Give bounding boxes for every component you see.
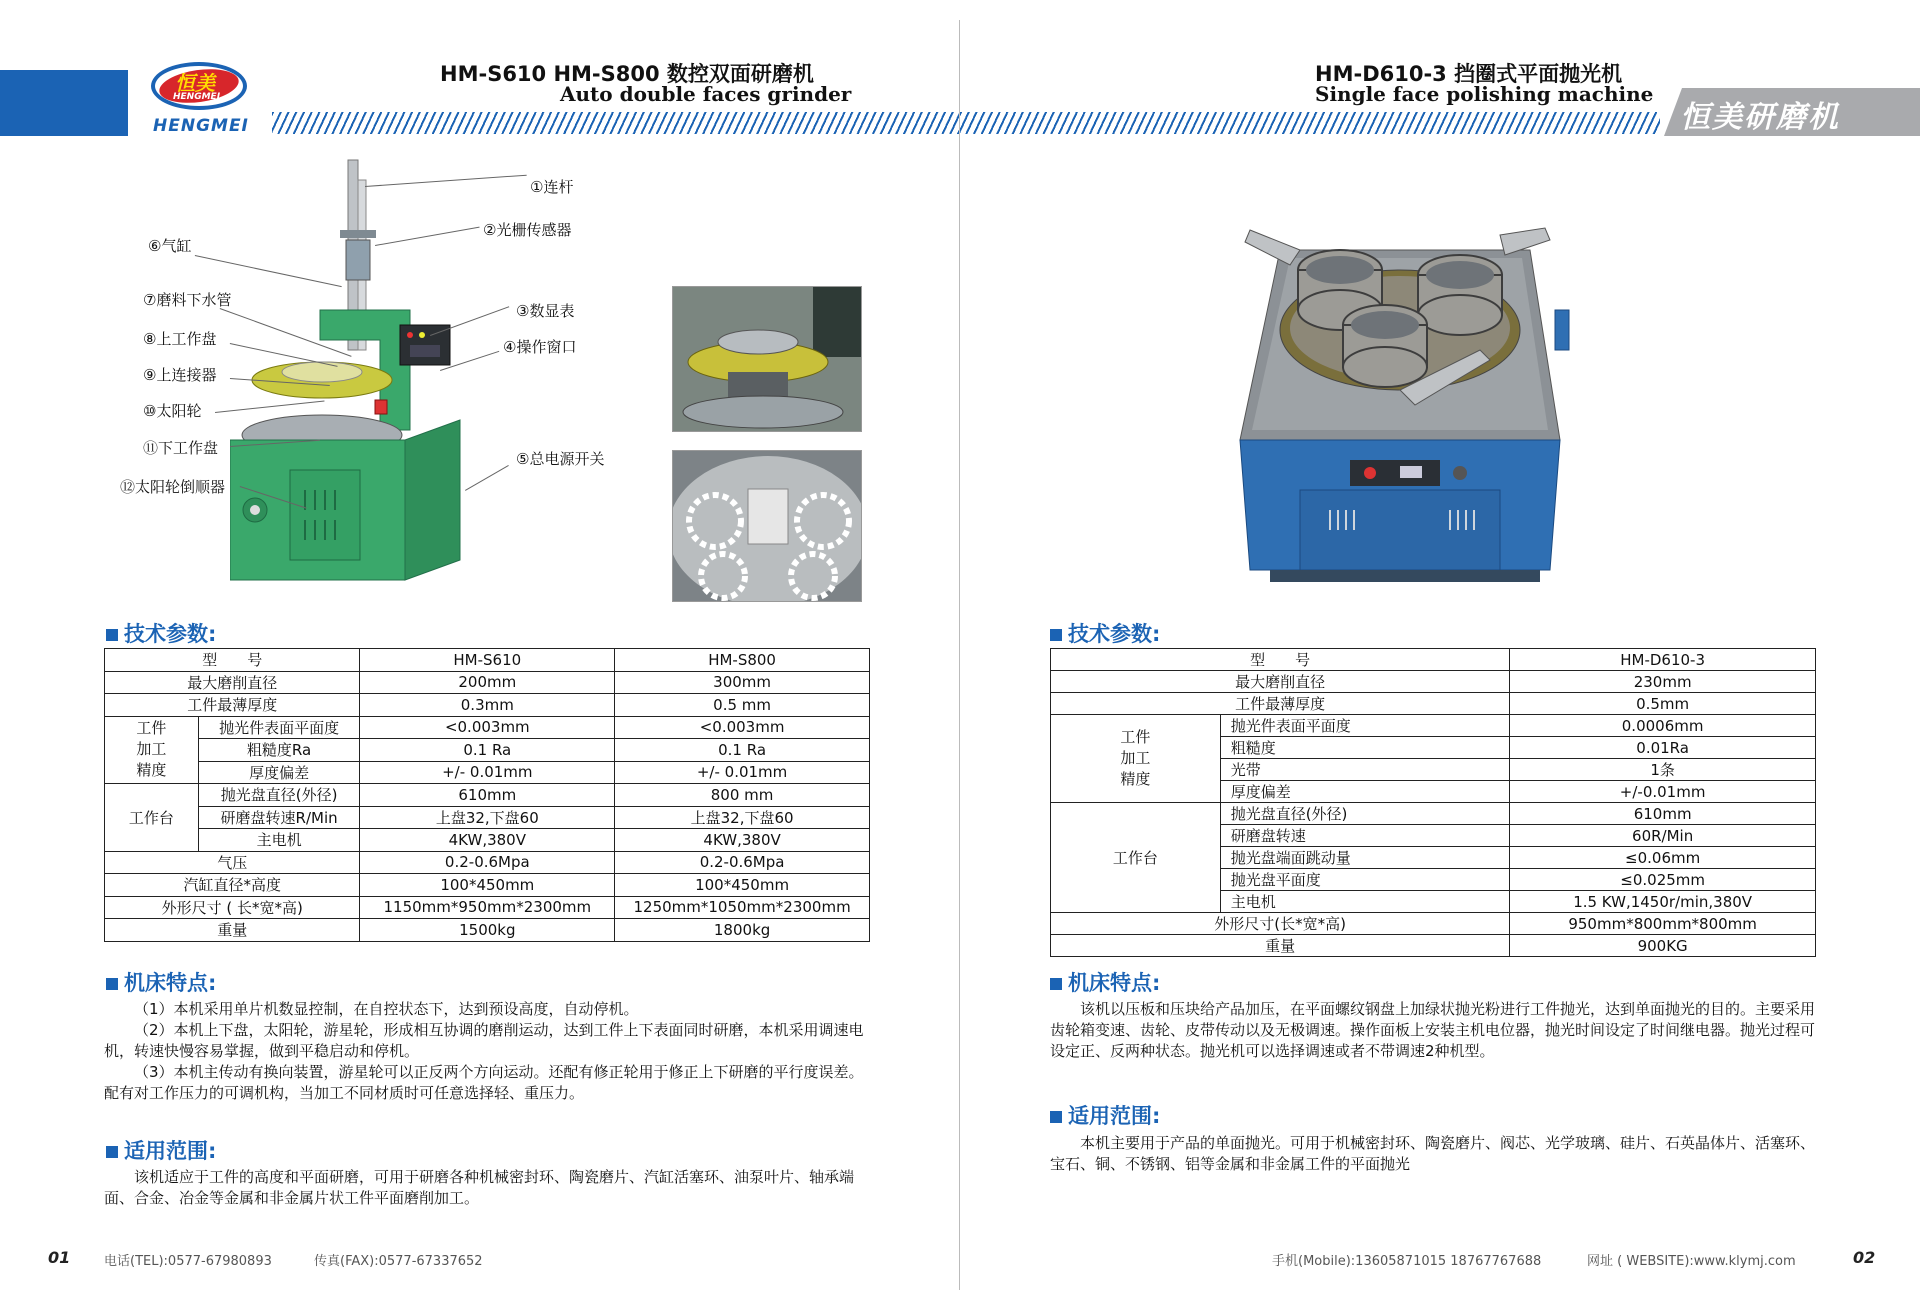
callout-digital-display: ③数显表 [516, 302, 575, 320]
table-cell: 1800kg [615, 919, 870, 942]
table-cell: 0.2-0.6Mpa [615, 851, 870, 874]
table-cell-group-bench: 工作台 [105, 784, 199, 852]
table-cell: <0.003mm [615, 716, 870, 739]
feature-item: （3）本机主传动有换向装置，游星轮可以正反两个方向运动。还配有修正轮用于修正上下研磨的平行度误差。配有对工作压力的可调机构，当加工不同材质时可任意选择轻、重压力。 [104, 1063, 864, 1102]
table-cell-group-bench: 工作台 [1051, 803, 1221, 913]
table-cell: 重量 [105, 919, 360, 942]
table-cell: 汽缸直径*高度 [105, 874, 360, 897]
table-cell: 气压 [105, 851, 360, 874]
footer-mobile: 手机(Mobile):13605871015 18767767688 [1272, 1254, 1542, 1269]
table-cell: 60R/Min [1510, 825, 1816, 847]
table-cell: 0.3mm [360, 694, 615, 717]
callout-abrasive-pipe: ⑦磨料下水管 [143, 291, 232, 309]
callout-upper-plate: ⑧上工作盘 [143, 330, 217, 348]
table-cell: 610mm [360, 784, 615, 807]
table-cell: 光带 [1220, 759, 1510, 781]
left-features-heading-text: 机床特点: [124, 971, 217, 995]
table-cell: 研磨盘转速R/Min [198, 806, 360, 829]
table-cell: 1250mm*1050mm*2300mm [615, 896, 870, 919]
table-row [105, 716, 870, 739]
table-cell: 厚度偏差 [198, 761, 360, 784]
table-cell: 型 号 [105, 649, 360, 672]
feature-item: （2）本机上下盘，太阳轮，游星轮，形成相互协调的磨削运动，达到工件上下表面同时研磨，本机采用调速电机，转速快慢容易掌握，做到平稳启动和停机。 [104, 1021, 864, 1060]
right-title-en: Single face polishing machine [1315, 82, 1654, 106]
right-scope-text: 本机主要用于产品的单面抛光。可用于机械密封环、陶瓷磨片、阀芯、光学玻璃、硅片、石英晶体片、活塞环、宝石、铜、不锈钢、铝等金属和非金属工件的平面抛光 [1050, 1134, 1816, 1173]
table-cell: 0.01Ra [1510, 737, 1816, 759]
table-cell: 上盘32,下盘60 [360, 806, 615, 829]
table-row [105, 649, 870, 672]
table-cell: 主电机 [198, 829, 360, 852]
table-cell: 800 mm [615, 784, 870, 807]
table-cell: HM-S800 [615, 649, 870, 672]
callout-sun-gear: ⑩太阳轮 [143, 402, 202, 420]
table-cell: 工件最薄厚度 [1051, 693, 1510, 715]
page-number-right: 02 [1853, 1248, 1876, 1267]
photo-workpieces-plate [672, 450, 862, 602]
table-cell: 200mm [360, 671, 615, 694]
right-features-heading-text: 机床特点: [1068, 971, 1161, 995]
left-title-en: Auto double faces grinder [560, 82, 852, 106]
table-cell: 1500kg [360, 919, 615, 942]
table-cell: 型 号 [1051, 649, 1510, 671]
table-cell: +/- 0.01mm [360, 761, 615, 784]
right-title-cn: HM-D610-3 挡圈式平面抛光机 [1315, 62, 1623, 86]
heading-square-icon [106, 1146, 118, 1158]
table-row [105, 694, 870, 717]
table-cell: 0.5 mm [615, 694, 870, 717]
table-cell: 抛光盘平面度 [1220, 869, 1510, 891]
left-scope-heading [106, 1135, 216, 1165]
footer-fax: 传真(FAX):0577-67337652 [314, 1254, 483, 1269]
table-cell: 抛光盘端面跳动量 [1220, 847, 1510, 869]
right-hatch-band [960, 112, 1660, 134]
callout-main-power-switch: ⑤总电源开关 [516, 450, 605, 468]
table-cell: 最大磨削直径 [1051, 671, 1510, 693]
table-cell: 0.1 Ra [360, 739, 615, 762]
right-scope-heading-text: 适用范围: [1068, 1104, 1161, 1128]
table-cell: 研磨盘转速 [1220, 825, 1510, 847]
logo-en-text: HENGMEI [153, 116, 249, 136]
table-cell: 4KW,380V [615, 829, 870, 852]
callout-cylinder: ⑥气缸 [148, 237, 192, 255]
table-cell: +/- 0.01mm [615, 761, 870, 784]
table-row [105, 806, 870, 829]
table-cell: 610mm [1510, 803, 1816, 825]
table-cell: <0.003mm [360, 716, 615, 739]
table-cell: HM-S610 [360, 649, 615, 672]
table-cell: ≤0.06mm [1510, 847, 1816, 869]
table-cell: 230mm [1510, 671, 1816, 693]
table-cell: 抛光盘直径(外径) [1220, 803, 1510, 825]
footer-tel: 电话(TEL):0577-67980893 [104, 1254, 272, 1269]
right-features-text: 该机以压板和压块给产品加压，在平面螺纹钢盘上加绿状抛光粉进行工件抛光，达到单面抛光的目的。主要采用齿轮箱变速、齿轮、皮带传动以及无极调速。操作面板上安装主机电位器，抛光时间设定了时间继电器。抛光过程可设定正、反两种状态。抛光机可以选择调速或者不带调速2种机型。 [1050, 1000, 1816, 1060]
callout-lower-plate: ⑪下工作盘 [143, 439, 219, 457]
table-cell: 1150mm*950mm*2300mm [360, 896, 615, 919]
table-cell: 粗糙度Ra [198, 739, 360, 762]
table-row [105, 851, 870, 874]
footer-website: 网址 ( WEBSITE):www.klymj.com [1587, 1254, 1796, 1269]
table-row [105, 919, 870, 942]
table-cell: 工件最薄厚度 [105, 694, 360, 717]
table-cell: 外形尺寸(长*宽*高) [1051, 913, 1510, 935]
double-face-grinder-illustration [230, 150, 510, 590]
table-cell: 0.0006mm [1510, 715, 1816, 737]
heading-square-icon [106, 629, 118, 641]
table-cell-group-precision: 工件 加工 精度 [105, 716, 199, 784]
photo-grinder-top [672, 286, 862, 432]
left-features-heading [106, 967, 216, 997]
table-cell: 100*450mm [360, 874, 615, 897]
left-scope-text: 该机适应于工件的高度和平面研磨，可用于研磨各种机械密封环、陶瓷磨片、汽缸活塞环、油泵叶片、轴承端面、合金、冶金等金属和非金属片状工件平面磨削加工。 [104, 1168, 855, 1207]
table-cell: 900KG [1510, 935, 1816, 957]
left-spec-heading-text: 技术参数: [124, 622, 217, 646]
table-row [105, 784, 870, 807]
callout-connecting-rod: ①连杆 [530, 178, 574, 196]
table-cell: 0.5mm [1510, 693, 1816, 715]
table-cell: 300mm [615, 671, 870, 694]
left-spec-heading [106, 618, 216, 648]
table-cell: 100*450mm [615, 874, 870, 897]
table-cell-group-precision: 工件 加工 精度 [1051, 715, 1221, 803]
left-features-text [104, 999, 872, 1104]
header-blue-block [0, 70, 128, 136]
table-cell: 4KW,380V [360, 829, 615, 852]
table-cell: 0.2-0.6Mpa [360, 851, 615, 874]
table-cell: 最大磨削直径 [105, 671, 360, 694]
callout-upper-connector: ⑨上连接器 [143, 366, 217, 384]
table-row [105, 671, 870, 694]
table-cell: ≤0.025mm [1510, 869, 1816, 891]
table-row [105, 761, 870, 784]
brand-banner-text: 恒美研磨机 [1680, 100, 1840, 135]
right-spec-heading-text: 技术参数: [1068, 622, 1161, 646]
table-cell: 外形尺寸 ( 长*宽*高) [105, 896, 360, 919]
page-right [960, 0, 1920, 1311]
table-cell: 厚度偏差 [1220, 781, 1510, 803]
table-cell: 抛光件表面平面度 [1220, 715, 1510, 737]
table-cell: 粗糙度 [1220, 737, 1510, 759]
table-cell: 1条 [1510, 759, 1816, 781]
heading-square-icon [106, 978, 118, 990]
table-cell: 重量 [1051, 935, 1510, 957]
left-scope-heading-text: 适用范围: [124, 1139, 217, 1163]
table-cell: 主电机 [1220, 891, 1510, 913]
logo-en-small-text: HENGMEI [173, 92, 221, 102]
left-spec-table [104, 648, 870, 942]
table-cell: 0.1 Ra [615, 739, 870, 762]
left-title-cn: HM-S610 HM-S800 数控双面研磨机 [440, 62, 814, 86]
hengmei-logo [145, 60, 255, 140]
table-row [105, 874, 870, 897]
table-cell: HM-D610-3 [1510, 649, 1816, 671]
table-row [105, 896, 870, 919]
table-row [105, 739, 870, 762]
callout-operation-window: ④操作窗口 [503, 338, 577, 356]
table-row [105, 829, 870, 852]
table-cell: 抛光件表面平面度 [198, 716, 360, 739]
left-hatch-band [272, 112, 960, 134]
callout-grating-sensor: ②光栅传感器 [483, 221, 572, 239]
page-number-left: 01 [48, 1248, 71, 1267]
feature-item: （1）本机采用单片机数显控制，在自控状态下，达到预设高度，自动停机。 [134, 1000, 639, 1018]
table-cell: 950mm*800mm*800mm [1510, 913, 1816, 935]
table-cell: 上盘32,下盘60 [615, 806, 870, 829]
logo-cn-text: 恒美 [175, 71, 215, 95]
table-cell: 抛光盘直径(外径) [198, 784, 360, 807]
callout-sun-gear-reverser: ⑫太阳轮倒顺器 [120, 478, 226, 496]
table-cell: 1.5 KW,1450r/min,380V [1510, 891, 1816, 913]
table-cell: +/-0.01mm [1510, 781, 1816, 803]
